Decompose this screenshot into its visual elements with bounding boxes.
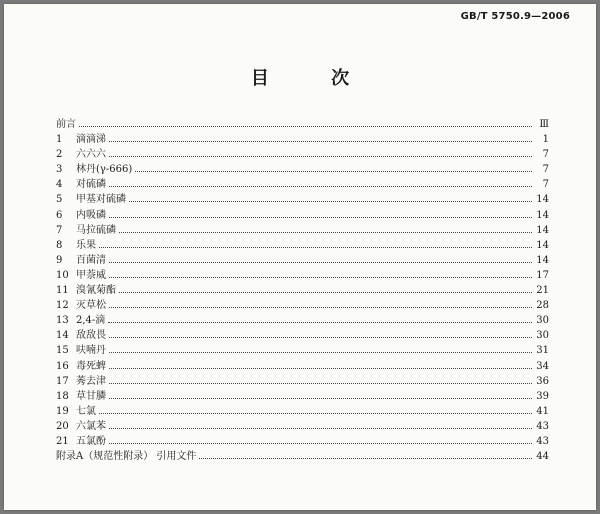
dot-leader [109, 389, 532, 399]
page-title: 目 次 [250, 68, 378, 89]
dot-leader [109, 374, 532, 384]
toc-entry[interactable] [56, 253, 549, 268]
toc-entry-page: 17 [536, 269, 549, 281]
toc-entry-page: 31 [536, 345, 549, 357]
toc-entry-title: 莠去津 [76, 375, 106, 387]
toc-entry[interactable] [56, 313, 549, 328]
toc-entry[interactable] [56, 117, 549, 132]
toc-entry-page: 14 [536, 194, 549, 206]
dot-leader [109, 359, 532, 369]
toc-entry[interactable] [56, 389, 549, 404]
toc-entry-title: 内吸磷 [76, 209, 106, 221]
toc-entry-title: 五氯酚 [76, 435, 106, 447]
toc-entry-number: 16 [56, 360, 69, 372]
toc-entry-page: 44 [536, 451, 549, 463]
toc-entry-number: 3 [56, 164, 63, 176]
dot-leader [99, 404, 532, 414]
toc-entry-number: 21 [56, 435, 69, 447]
toc-entry-page: 43 [536, 435, 549, 447]
dot-leader [79, 117, 532, 127]
toc-entry-title: 甲基对硫磷 [76, 194, 126, 206]
dot-leader [109, 253, 532, 263]
toc-entry[interactable] [56, 343, 549, 358]
toc-entry-title: 溴氰菊酯 [76, 285, 116, 297]
toc-entry[interactable] [56, 374, 549, 389]
toc-entry[interactable] [56, 359, 549, 374]
toc-entry-number: 10 [56, 269, 69, 281]
dot-leader [109, 298, 532, 308]
dot-leader [109, 268, 532, 278]
toc-entry-title: 百菌清 [76, 254, 106, 266]
dot-leader [129, 192, 532, 202]
dot-leader [109, 147, 532, 157]
toc-entry-title: 六氯苯 [76, 420, 106, 432]
toc-entry-page: 14 [536, 239, 549, 251]
dot-leader [135, 162, 532, 172]
dot-leader [109, 343, 532, 353]
toc-entry-page: 7 [542, 164, 549, 176]
toc-entry-page: 1 [542, 134, 549, 146]
toc-entry-page: 14 [536, 209, 549, 221]
toc-entry-page: 21 [536, 285, 549, 297]
dot-leader [119, 283, 532, 293]
toc-entry[interactable] [56, 147, 549, 162]
toc-entry-number: 2 [56, 149, 63, 161]
toc-entry-number: 14 [56, 330, 69, 342]
toc-entry-title: 林丹(γ-666) [76, 164, 133, 176]
toc-entry-title: 前言 [56, 119, 76, 130]
toc-entry[interactable] [56, 162, 549, 177]
toc-entry[interactable] [56, 434, 549, 449]
toc-entry-number: 8 [56, 239, 63, 251]
toc-entry[interactable] [56, 208, 549, 223]
toc-entry-number: 9 [56, 254, 63, 266]
toc-entry-page: 28 [536, 300, 549, 312]
dot-leader [99, 238, 532, 248]
toc-entry-title: 甲萘威 [76, 269, 106, 281]
toc-entry[interactable] [56, 177, 549, 192]
toc-entry-title: 呋喃丹 [76, 345, 106, 357]
toc-entry-number: 11 [56, 285, 69, 297]
toc-entry-title: 七氯 [76, 405, 96, 417]
toc-entry-page: 36 [536, 375, 549, 387]
toc-entry-page: 7 [542, 179, 549, 191]
toc-entry-number: 1 [56, 134, 63, 146]
toc-entry-number: 6 [56, 209, 63, 221]
toc-entry-number: 4 [56, 179, 63, 191]
dot-leader [108, 313, 532, 323]
toc-entry-number: 7 [56, 224, 63, 236]
dot-leader [109, 132, 532, 142]
toc-entry[interactable] [56, 268, 549, 283]
toc-entry-title: 灭草松 [76, 300, 106, 312]
toc-entry-title: 马拉硫磷 [76, 224, 116, 236]
toc-entry-page: 30 [536, 330, 549, 342]
toc-entry-title: 滴滴涕 [76, 134, 106, 146]
table-of-contents [56, 117, 549, 464]
toc-entry-page: 7 [542, 149, 549, 161]
toc-entry[interactable] [56, 223, 549, 238]
toc-entry-page: 41 [536, 405, 549, 417]
toc-entry-number: 13 [56, 315, 69, 327]
toc-entry-title: 毒死蜱 [76, 360, 106, 372]
toc-entry-number: 20 [56, 420, 69, 432]
toc-entry[interactable] [56, 132, 549, 147]
toc-entry[interactable] [56, 298, 549, 313]
toc-entry-number: 15 [56, 345, 69, 357]
toc-entry[interactable] [56, 238, 549, 253]
toc-entry[interactable] [56, 419, 549, 434]
dot-leader [109, 434, 532, 444]
dot-leader [109, 328, 532, 338]
toc-entry-title: 草甘膦 [76, 390, 106, 402]
toc-entry-number: 12 [56, 300, 69, 312]
toc-entry-title: 敌敌畏 [76, 330, 106, 342]
toc-entry-title: 附录A（规范性附录） 引用文件 [56, 451, 197, 463]
toc-entry-page: Ⅲ [539, 119, 549, 130]
toc-entry-number: 5 [56, 194, 63, 206]
standard-code: GB/T 5750.9—2006 [460, 11, 570, 22]
dot-leader [119, 223, 532, 233]
toc-entry[interactable] [56, 192, 549, 207]
toc-entry-page: 14 [536, 224, 549, 236]
toc-entry-title: 六六六 [76, 149, 106, 161]
toc-entry-number: 18 [56, 390, 69, 402]
toc-entry-page: 34 [536, 360, 549, 372]
toc-entry[interactable] [56, 404, 549, 419]
dot-leader [109, 419, 532, 429]
toc-entry-page: 43 [536, 420, 549, 432]
toc-entry[interactable] [56, 283, 549, 298]
toc-entry-page: 14 [536, 254, 549, 266]
toc-entry-number: 19 [56, 405, 69, 417]
toc-entry-title: 乐果 [76, 239, 96, 251]
dot-leader [109, 177, 532, 187]
toc-entry-number: 17 [56, 375, 69, 387]
toc-entry-page: 30 [536, 315, 549, 327]
toc-entry-title: 2,4-滴 [76, 315, 106, 327]
document-page [4, 4, 596, 510]
toc-entry-title: 对硫磷 [76, 179, 106, 191]
toc-entry[interactable] [56, 449, 549, 464]
dot-leader [199, 449, 532, 459]
toc-entry[interactable] [56, 328, 549, 343]
dot-leader [109, 208, 532, 218]
toc-entry-page: 39 [536, 390, 549, 402]
